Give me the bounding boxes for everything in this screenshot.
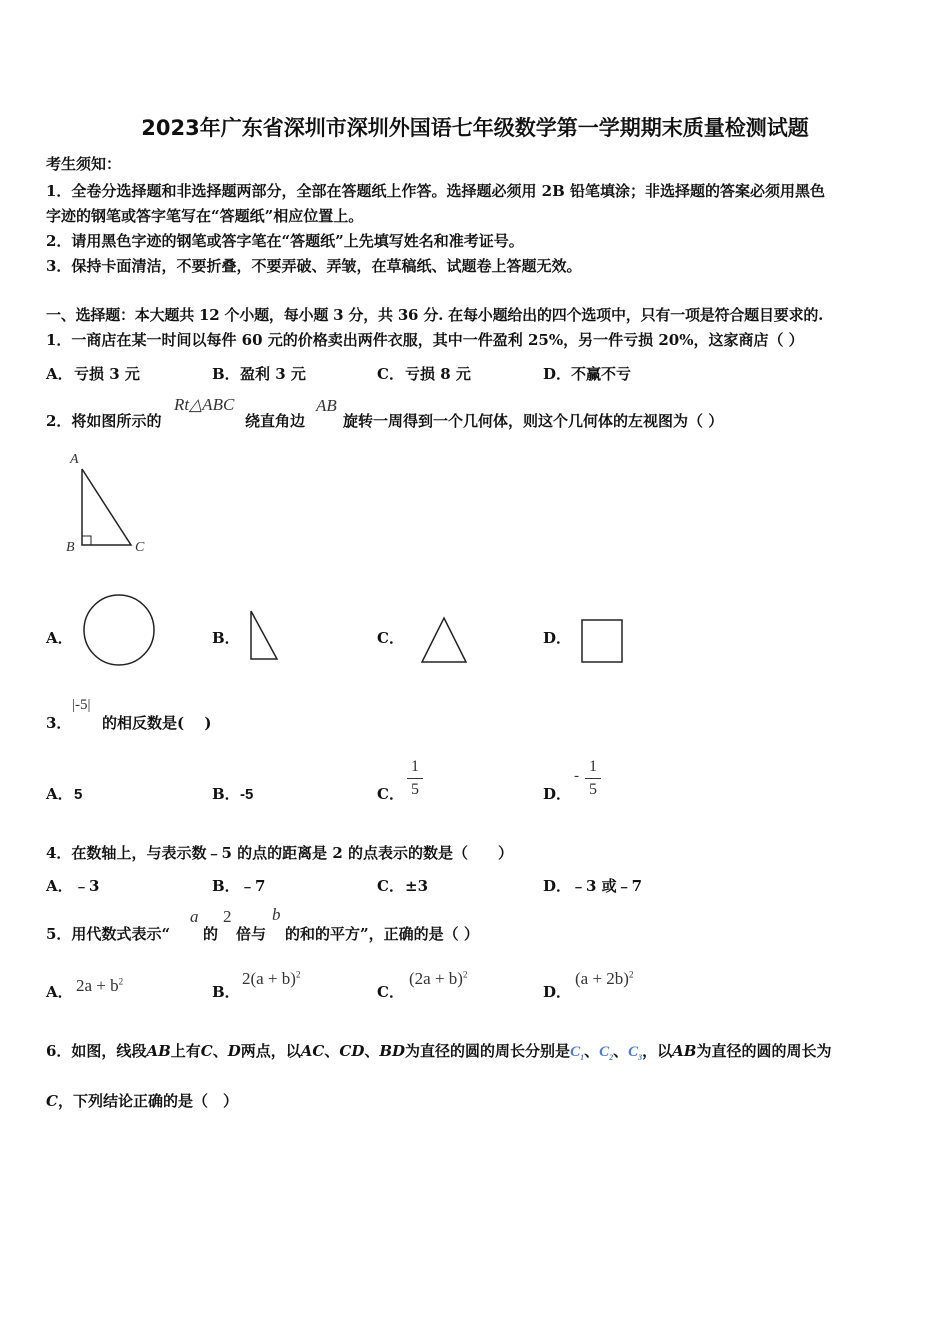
q5-option-a-expr[interactable]: $2a + b^2$ [76,976,124,995]
q2-option-a-circle[interactable] [80,591,160,671]
q2-middle: 绕直角边 [245,412,306,430]
q3-option-c-fraction[interactable] [407,758,423,799]
notice-line-2: 字迹的钢笔或答字笔写在“答题纸”相应位置上。 [46,207,364,225]
q2-label-b: B [66,540,75,555]
q3-d-denominator: 5 [589,781,597,798]
q2-option-d-square[interactable] [578,616,628,666]
q2-label-c: C [135,540,145,555]
question-1: 1．一商店在某一时间以每件 60 元的价格卖出两件衣服，其中一件盈利 25%，另一件亏损 20%，这家商店（ ） [46,331,804,349]
q2-option-b-right-triangle[interactable] [246,606,286,666]
q5-math-2: 2 [223,907,232,926]
q3-c-denominator: 5 [411,781,419,798]
q4-option-a[interactable]: A．﹣3 [46,877,100,895]
notice-line-3: 2．请用黑色字迹的钢笔或答字笔在“答题纸”上先填写姓名和准考证号。 [46,232,524,250]
q5-option-d-label[interactable]: D． [543,983,572,1001]
question-6-line-2: C，下列结论正确的是（ ） [46,1092,238,1110]
q2-math-triangle: Rt△ABC [174,395,235,414]
notice-heading: 考生须知： [46,155,122,173]
q1-option-d[interactable]: D．不赢不亏 [543,365,632,383]
q2-math-ab: AB [316,396,337,415]
q5-option-c-expr[interactable]: $(2a + b)^2$ [409,969,468,988]
q5-option-b-label[interactable]: B． [212,983,240,1001]
q5-text-beiyu: 倍与 [236,925,267,943]
q3-option-d-fraction[interactable] [585,758,601,799]
q3-d-numerator: 1 [589,758,597,775]
q1-option-a[interactable]: A．亏损 3 元 [46,365,140,383]
q2-option-b-label[interactable]: B． [212,629,240,647]
q5-option-c-label[interactable]: C． [377,983,404,1001]
page-title: 2023年广东省深圳市深圳外国语七年级数学第一学期期末质量检测试题 [141,116,809,140]
question-4: 4．在数轴上，与表示数﹣5 的点的距离是 2 的点表示的数是（ ） [46,844,513,862]
q2-option-d-label[interactable]: D． [543,629,572,647]
c2-symbol: $C_2$ [599,1044,614,1062]
q1-option-b[interactable]: B．盈利 3 元 [212,365,306,383]
q3-c-numerator: 1 [411,758,419,775]
q3-option-c-label[interactable]: C． [377,785,404,803]
q4-option-d[interactable]: D．﹣3 或﹣7 [543,877,643,895]
question-6-line-1: 6．如图，线段AB上有C、D两点，以AC、CD、BD为直径的圆的周长分别是$C_1$、$C_2$、$C_3$，以AB为直径的圆的周长为 [46,1042,832,1062]
q2-option-a-label[interactable]: A． [46,629,73,647]
q5-prefix: 5．用代数式表示“ [46,925,171,943]
q4-option-c[interactable]: C．±3 [377,877,429,895]
q3-suffix: 的相反数是( ) [102,714,212,732]
q2-option-c-triangle[interactable] [418,610,474,666]
q3-option-d-sign: - [574,768,579,784]
q5-text-de: 的 [203,925,219,943]
q5-option-b-expr[interactable]: $2(a + b)^2$ [242,969,301,988]
notice-line-1: 1．全卷分选择题和非选择题两部分，全部在答题纸上作答。选择题必须用 2B 铅笔填涂；非选择题的答案必须用黑色 [46,182,826,200]
q2-label-a: A [70,452,79,467]
q3-option-b[interactable]: B．-5 [212,785,254,803]
notice-line-4: 3．保持卡面清洁，不要折叠，不要弄破、弄皱，在草稿纸、试题卷上答题无效。 [46,257,582,275]
q3-math-abs: |-5| [72,697,91,713]
q5-math-a: a [190,907,199,926]
q1-option-c[interactable]: C．亏损 8 元 [377,365,471,383]
q5-math-b: b [272,905,281,924]
q3-prefix: 3． [46,714,72,732]
section-header: 一、选择题：本大题共 12 个小题，每小题 3 分，共 36 分. 在每小题给出的四个选项中，只有一项是符合题目要求的. [46,306,824,324]
q2-option-c-label[interactable]: C． [377,629,404,647]
q4-option-b[interactable]: B．﹣7 [212,877,266,895]
q5-suffix: 的和的平方”，正确的是（ ） [285,925,479,943]
q3-option-a[interactable]: A．5 [46,785,83,803]
c1-symbol: $C_1$ [570,1044,585,1062]
q2-prefix: 2．将如图所示的 [46,412,162,430]
q5-option-d-expr[interactable]: $(a + 2b)^2$ [575,969,634,988]
q5-option-a-label[interactable]: A． [46,983,73,1001]
q2-suffix: 旋转一周得到一个几何体，则这个几何体的左视图为（ ） [343,412,724,430]
c3-symbol: $C_3$ [628,1044,643,1062]
q3-option-d-label[interactable]: D． [543,785,572,803]
